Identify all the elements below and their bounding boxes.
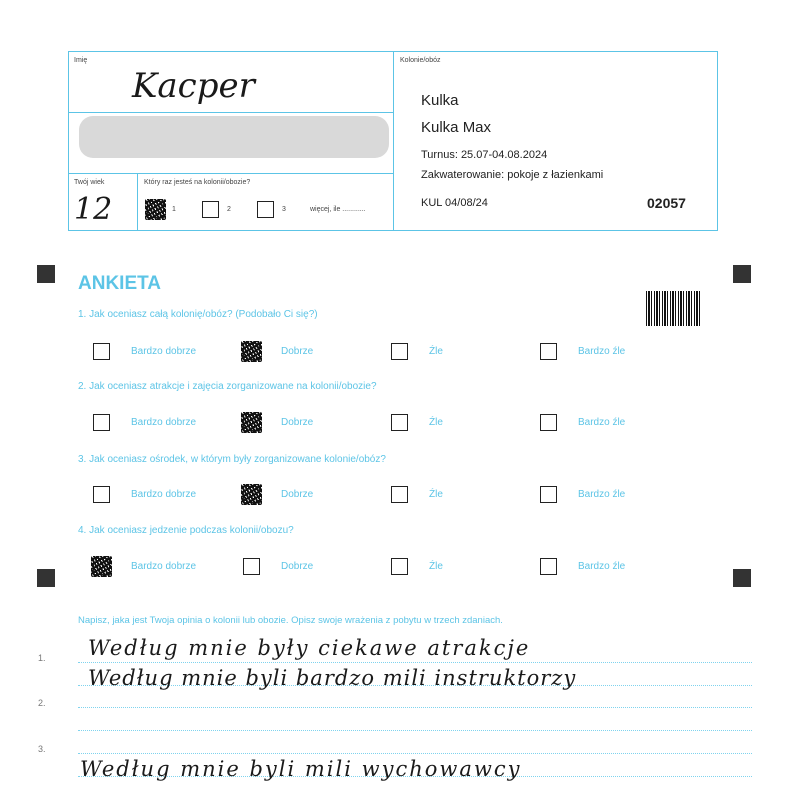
opinion-prompt: Napisz, jaka jest Twoja opinia o kolonii lub obozie. Opisz swoje wrażenia z pobytu w trzech zdaniach. [78,615,503,626]
camp-fullname: Kulka Max [421,119,492,136]
q1-checkbox-bardzo-dobrze[interactable] [93,343,110,360]
q2-checkbox-zle[interactable] [391,414,408,431]
q3-option-label: Bardzo dobrze [131,489,197,500]
q4-checkbox-bardzo-dobrze[interactable] [93,558,110,575]
age-value: 12 [74,192,113,227]
question-1: 1. Jak oceniasz całą kolonię/obóz? (Podobało Ci się?) [78,309,318,320]
q1-checkbox-zle[interactable] [391,343,408,360]
times-question: Który raz jesteś na kolonii/obozie? [144,179,251,186]
question-3: 3. Jak oceniasz ośrodek, w którym były zorganizowane kolonie/obóz? [78,454,386,465]
redacted-surname [79,116,389,158]
q2-option-label: Źle [429,417,443,428]
q2-checkbox-bardzo-zle[interactable] [540,414,557,431]
times-checkbox-1[interactable] [147,201,164,218]
times-other: więcej, ile ............ [310,206,366,213]
question-2: 2. Jak oceniasz atrakcje i zajęcia zorganizowane na kolonii/obozie? [78,381,377,392]
q1-checkbox-bardzo-zle[interactable] [540,343,557,360]
times-checkbox-3[interactable] [257,201,274,218]
form-number: 02057 [647,195,686,211]
registration-marker [733,265,751,283]
question-4: 4. Jak oceniasz jedzenie podczas kolonii/obozu? [78,525,294,536]
times-option-3: 3 [282,206,286,213]
q3-option-label: Bardzo źle [578,489,626,500]
writing-line [78,730,752,731]
q4-option-label: Bardzo dobrze [131,561,197,572]
camp-label: Kolonie/obóz [400,57,441,64]
survey-title: ANKIETA [78,273,162,294]
q4-option-label: Dobrze [281,561,314,572]
q3-checkbox-zle[interactable] [391,486,408,503]
times-option-1: 1 [172,206,176,213]
writing-line [78,753,752,754]
registration-marker [37,569,55,587]
handwritten-sentence-1: Według mnie były ciekawe atrakcje [88,636,531,660]
line-number: 2. [38,698,46,708]
handwritten-sentence-3: Według mnie byli mili wychowawcy [80,757,522,781]
q1-option-label: Bardzo źle [578,346,626,357]
q4-option-label: Bardzo źle [578,561,626,572]
times-option-2: 2 [227,206,231,213]
q3-option-label: Źle [429,489,443,500]
q2-option-label: Bardzo źle [578,417,626,428]
line-number: 1. [38,653,46,663]
barcode [646,291,700,326]
q2-option-label: Bardzo dobrze [131,417,197,428]
writing-line [78,707,752,708]
writing-line [78,662,752,663]
q4-checkbox-zle[interactable] [391,558,408,575]
camp-name: Kulka [421,92,459,109]
q3-checkbox-dobrze[interactable] [243,486,260,503]
q4-checkbox-bardzo-zle[interactable] [540,558,557,575]
camp-code: KUL 04/08/24 [421,197,488,209]
q1-option-label: Bardzo dobrze [131,346,197,357]
q2-option-label: Dobrze [281,417,314,428]
line-number: 3. [38,744,46,754]
q3-checkbox-bardzo-zle[interactable] [540,486,557,503]
q3-checkbox-bardzo-dobrze[interactable] [93,486,110,503]
age-label: Twój wiek [74,179,105,186]
q1-option-label: Źle [429,346,443,357]
q2-checkbox-bardzo-dobrze[interactable] [93,414,110,431]
registration-marker [37,265,55,283]
name-value: Kacper [132,66,255,106]
registration-marker [733,569,751,587]
q2-checkbox-dobrze[interactable] [243,414,260,431]
q1-checkbox-dobrze[interactable] [243,343,260,360]
q4-checkbox-dobrze[interactable] [243,558,260,575]
times-checkbox-2[interactable] [202,201,219,218]
q3-option-label: Dobrze [281,489,314,500]
q1-option-label: Dobrze [281,346,314,357]
handwritten-sentence-2: Według mnie byli bardzo mili instruktorzy [88,666,577,690]
accommodation: Zakwaterowanie: pokoje z łazienkami [421,169,604,181]
q4-option-label: Źle [429,561,443,572]
turnus: Turnus: 25.07-04.08.2024 [421,149,548,161]
name-label: Imię [74,57,88,64]
